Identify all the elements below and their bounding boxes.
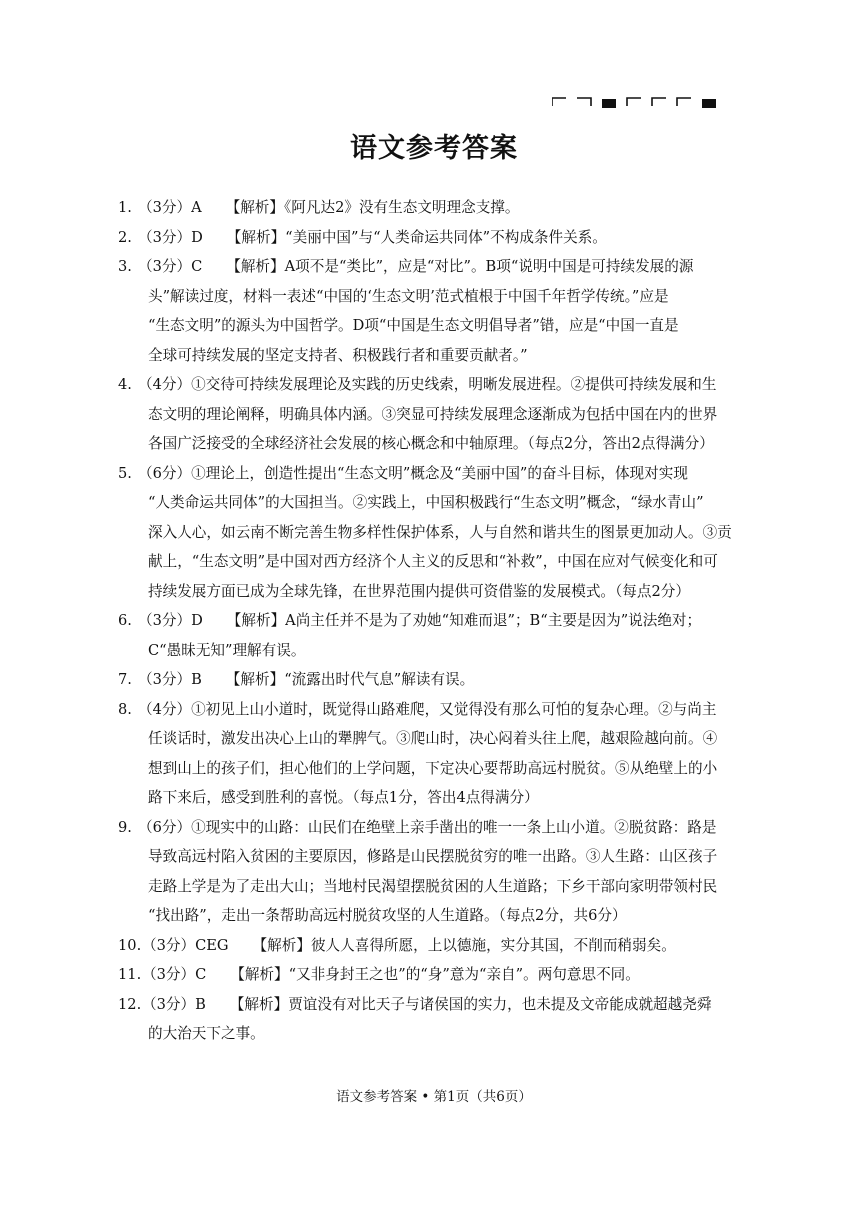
answer-number: 4.	[118, 376, 132, 393]
answer-item	[118, 960, 754, 990]
answer-number: 9.	[118, 818, 132, 836]
analysis-tag: 【解析】	[226, 258, 285, 275]
answer-text-continued: “人类命运共同体”的大国担当。②实践上，中国积极践行“生态文明”概念，“绿水青山”	[148, 494, 704, 511]
answer-text: A项不是“类比”，应是“对比”。B项“说明中国是可持续发展的源	[284, 258, 694, 275]
answer-score: （3分）B	[138, 671, 202, 688]
answer-text: “又非身封王之也”的“身”意为“亲自”。两句意思不同。	[288, 966, 640, 983]
answer-item	[118, 990, 754, 1049]
answer-text: “美丽中国”与“人类命运共同体”不构成条件关系。	[285, 228, 607, 246]
open-mark-icon	[652, 98, 666, 106]
answer-score: （6分）	[138, 818, 192, 836]
answer-text: 彼人人喜得所愿，上以德施，实分其国，不削而稍弱矣。	[310, 936, 676, 954]
filled-mark-icon	[602, 99, 616, 108]
answer-text-continued: 献上，“生态文明”是中国对西方经济个人主义的反思和“补救”，中国在应对气候变化和可	[148, 553, 718, 570]
answer-text-continued: 导致高远村陷入贫困的主要原因，修路是山民摆脱贫穷的唯一出路。③人生路：山区孩子	[148, 848, 718, 865]
answer-text-continued: 路下来后，感受到胜利的喜悦。（每点1分，答出4点得满分）	[148, 789, 539, 806]
answer-text-continued: 深入人心，如云南不断完善生物多样性保护体系，人与自然和谐共生的图景更加动人。③贡	[148, 523, 732, 541]
answer-score: （3分）B	[142, 995, 206, 1013]
answer-number: 3.	[118, 258, 132, 275]
analysis-tag: 【解析】	[230, 966, 289, 983]
open-mark-icon	[677, 98, 691, 106]
answer-score: （6分）	[138, 464, 192, 482]
answer-score: （4分）	[138, 376, 192, 393]
answer-text: 贾谊没有对比天子与诸侯国的实力，也未提及文帝能成就超越尧舜	[288, 995, 712, 1013]
analysis-tag: 【解析】	[229, 995, 289, 1013]
answer-number: 5.	[118, 464, 132, 482]
answer-number: 1.	[118, 199, 132, 216]
answer-text: ①初见上山小道时，既觉得山路难爬，又觉得没有那么可怕的复杂心理。②与尚主	[191, 700, 717, 718]
answer-item	[118, 931, 754, 961]
answer-score: （3分）C	[138, 258, 203, 275]
answer-score: （3分）D	[138, 612, 203, 629]
analysis-tag: 【解析】	[226, 612, 286, 629]
open-mark-icon	[552, 98, 566, 106]
answer-item	[118, 370, 754, 459]
open-mark-icon	[577, 98, 591, 106]
answer-text-continued: 各国广泛接受的全球经济社会发展的核心概念和中轴原理。（每点2分，答出2点得满分）	[148, 435, 714, 452]
answer-text: 《阿凡达2》没有生态文明理念支撑。	[284, 199, 520, 216]
answer-number: 6.	[118, 612, 132, 629]
answer-text: A尚主任并不是为了劝她“知难而退”；B“主要是因为”说法绝对；	[285, 612, 702, 629]
answer-number: 12.	[118, 995, 142, 1013]
page-footer: 语文参考答案 • 第1页（共6页）	[336, 1089, 532, 1105]
answer-number: 2.	[118, 228, 132, 246]
answer-number: 8.	[118, 700, 132, 718]
answer-score: （3分）C	[142, 966, 207, 983]
answer-item	[118, 193, 754, 223]
answer-item	[118, 223, 754, 253]
answer-text-continued: 走路上学是为了走出大山；当地村民渴望摆脱贫困的人生道路；下乡干部向家明带领村民	[148, 877, 718, 895]
answer-text: ①现实中的山路：山民们在绝壁上亲手凿出的唯一一条上山小道。②脱贫路：路是	[191, 818, 717, 836]
filled-mark-icon	[702, 99, 716, 108]
page-title: 语文参考答案	[350, 133, 518, 164]
answer-text: “流露出时代气息”解读有误。	[284, 671, 475, 688]
answer-score: （3分）CEG	[142, 936, 229, 954]
answer-text-continued: “生态文明”的源头为中国哲学。D项“中国是生态文明倡导者”错，应是“中国一直是	[148, 317, 679, 334]
answer-number: 7.	[118, 671, 132, 688]
answer-score: （3分）A	[138, 199, 202, 216]
answer-text-continued: 的大治天下之事。	[148, 1025, 265, 1042]
answer-number: 11.	[118, 966, 142, 983]
answer-text: ①交待可持续发展理论及实践的历史线索，明晰发展进程。②提供可持续发展和生	[191, 376, 717, 393]
corner-marks	[552, 96, 748, 110]
answer-text-continued: 全球可持续发展的坚定支持者、积极践行者和重要贡献者。”	[148, 346, 528, 364]
answer-item	[118, 665, 754, 695]
answer-score: （3分）D	[138, 228, 203, 246]
answer-list	[118, 193, 754, 1049]
analysis-tag: 【解析】	[225, 199, 284, 216]
answer-item	[118, 459, 754, 607]
answer-text-continued: “找出路”，走出一条帮助高远村脱贫攻坚的人生道路。（每点2分，共6分）	[148, 907, 627, 924]
answer-number: 10.	[118, 936, 142, 954]
answer-text-continued: 任谈话时，激发出决心上山的犟脾气。③爬山时，决心闷着头往上爬，越艰险越向前。④	[148, 730, 718, 747]
answer-item	[118, 813, 754, 931]
answer-text: ①理论上，创造性提出“生态文明”概念及“美丽中国”的奋斗目标，体现对实现	[191, 464, 688, 482]
answer-score: （4分）	[138, 700, 192, 718]
answer-item	[118, 606, 754, 665]
answer-text-continued: 持续发展方面已成为全球先锋，在世界范围内提供可资借鉴的发展模式。（每点2分）	[148, 582, 690, 600]
answer-text-continued: C“愚昧无知”理解有误。	[148, 641, 306, 659]
answer-text-continued: 想到山上的孩子们，担心他们的上学问题，下定决心要帮助高远村脱贫。⑤从绝壁上的小	[148, 759, 718, 777]
answer-text-continued: 头”解读过度，材料一表述“中国的‘生态文明’范式植根于中国千年哲学传统。”应是	[148, 287, 669, 305]
analysis-tag: 【解析】	[252, 936, 311, 954]
analysis-tag: 【解析】	[225, 671, 285, 688]
answer-item	[118, 252, 754, 370]
answer-item	[118, 695, 754, 813]
analysis-tag: 【解析】	[226, 228, 286, 246]
answer-text-continued: 态文明的理论阐释，明确具体内涵。③突显可持续发展理念逐渐成为包括中国在内的世界	[148, 405, 718, 423]
open-mark-icon	[627, 98, 641, 106]
